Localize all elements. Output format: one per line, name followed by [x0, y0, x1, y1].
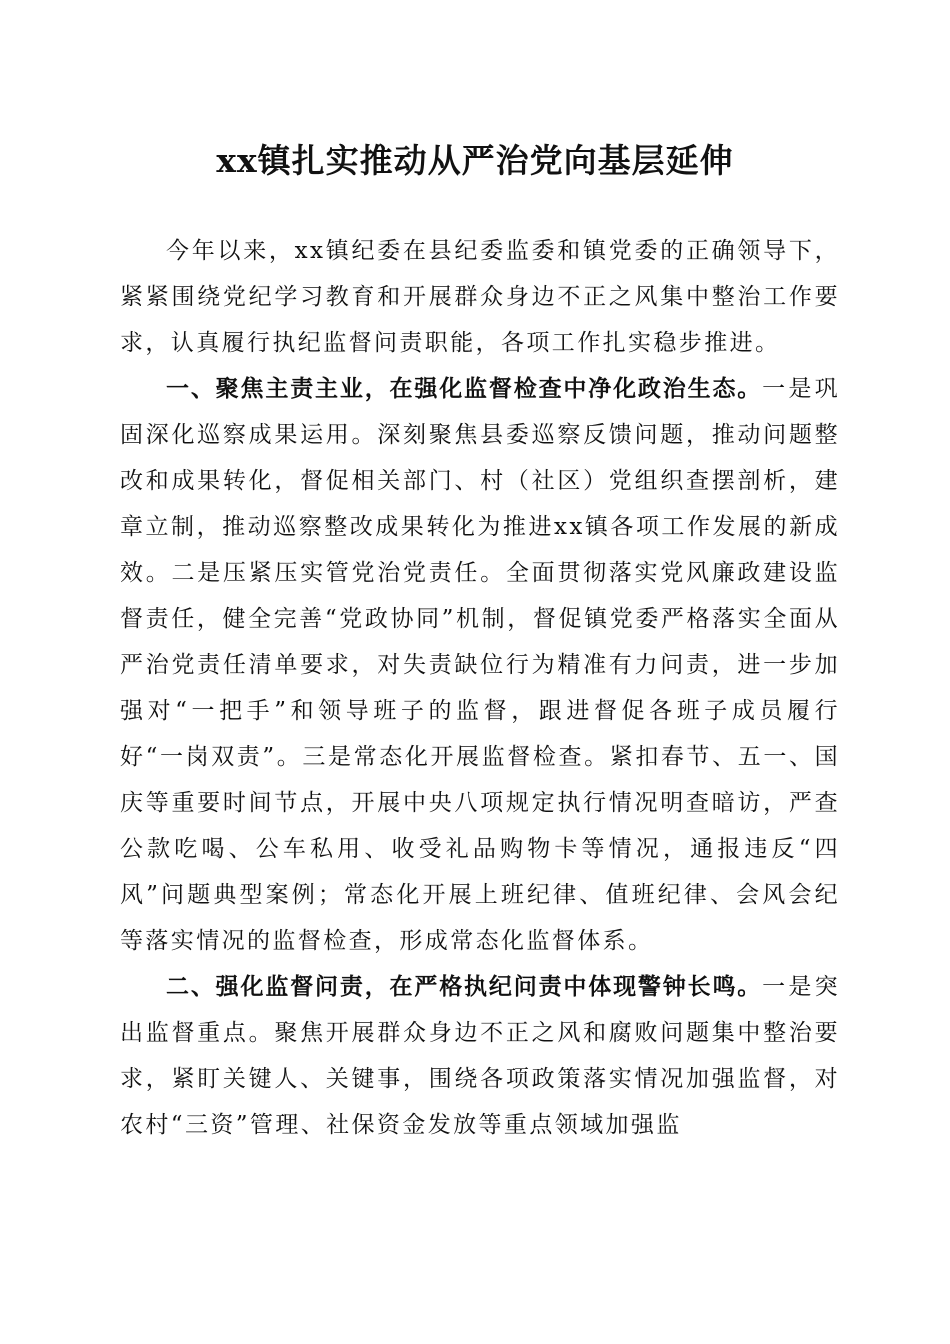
section-1-heading: 一、聚焦主责主业，在强化监督检查中净化政治生态。: [166, 376, 763, 402]
section-1-paragraph: [120, 366, 840, 964]
section-2-paragraph: [120, 964, 840, 1148]
document-body: [120, 228, 840, 1148]
document-title: xx镇扎实推动从严治党向基层延伸: [216, 141, 734, 180]
section-1-body: 一是巩固深化巡察成果运用。深刻聚焦县委巡察反馈问题，推动问题整改和成果转化，督促相关部门、村（社区）党组织查摆剖析，建章立制，推动巡察整改成果转化为推进xx镇各项工作发展的新成效。二是压紧压实管党治党责任。全面贯彻落实党风廉政建设监督责任，健全完善“党政协同”机制，督促镇党委严格落实全面从严治党责任清单要求，对失责缺位行为精准有力问责，进一步加强对“一把手”和领导班子的监督，跟进督促各班子成员履行好“一岗双责”。三是常态化开展监督检查。紧扣春节、五一、国庆等重要时间节点，开展中央八项规定执行情况明查暗访，严查公款吃喝、公车私用、收受礼品购物卡等情况，通报违反“四风”问题典型案例；常态化开展上班纪律、值班纪律、会风会纪等落实情况的监督检查，形成常态化监督体系。: [120, 376, 841, 954]
section-2-heading: 二、强化监督问责，在严格执纪问责中体现警钟长鸣。: [166, 974, 763, 1000]
section-2-body: 一是突出监督重点。聚焦开展群众身边不正之风和腐败问题集中整治要求，紧盯关键人、关键事，围绕各项政策落实情况加强监督，对农村“三资”管理、社保资金发放等重点领域加强监: [120, 974, 841, 1138]
intro-paragraph: 今年以来，xx镇纪委在县纪委监委和镇党委的正确领导下，紧紧围绕党纪学习教育和开展群众身边不正之风集中整治工作要求，认真履行执纪监督问责职能，各项工作扎实稳步推进。: [120, 238, 840, 356]
